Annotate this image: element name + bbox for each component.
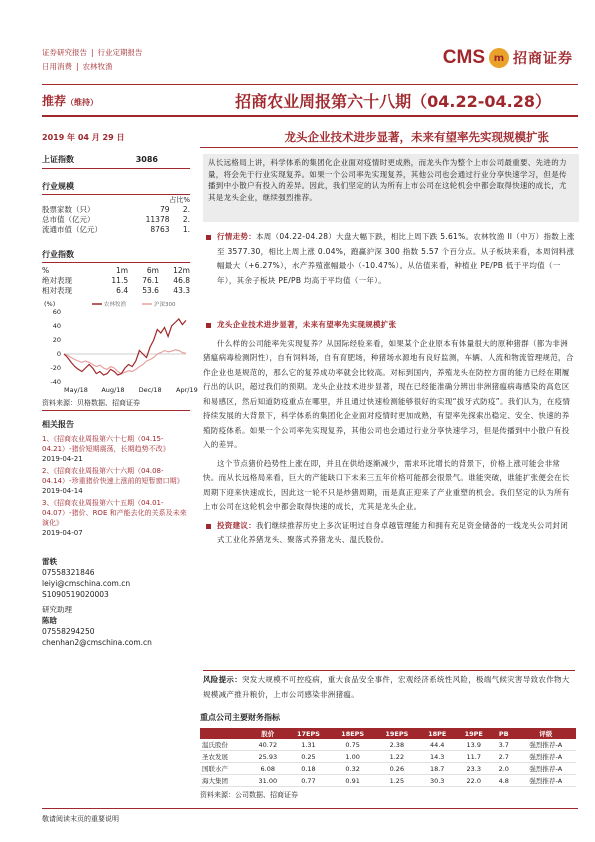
chart-source: 资料来源：贝格数据、招商证券 — [42, 398, 190, 411]
scale-value: 8763 — [150, 225, 170, 234]
key-col-header: 股价 — [249, 728, 286, 739]
x-tick-label: Aug/18 — [101, 386, 125, 394]
risk-text: 突发大规模不可控疫病，重大食品安全事件，宏观经济系统性风险，极端气候灾害导致农作物大规模减产推升粮价，上市公司感染非洲猪瘟。 — [203, 675, 570, 699]
assistant-name: 陈晗 — [42, 616, 57, 625]
report-date: 2019 年 04 月 29 日 — [42, 133, 125, 142]
table-row — [42, 225, 190, 235]
key-cell: 3.7 — [492, 739, 516, 751]
logo-mark-icon: m — [489, 48, 509, 68]
index-cell: 76.1 — [142, 276, 159, 285]
key-cell: 强烈推荐-A — [516, 775, 576, 787]
index-cell: 绝对表现 — [42, 276, 72, 285]
header-link-sector[interactable]: 日用消费 — [42, 62, 72, 71]
header-link-industry[interactable]: 农林牧渔 — [82, 62, 113, 71]
key-cell: 海大集团 — [200, 775, 249, 787]
series-line — [64, 319, 186, 375]
key-cell: 圣农发展 — [200, 751, 249, 763]
key-cell: 0.32 — [331, 763, 375, 775]
scale-label: 流通市值（亿元） — [42, 225, 102, 234]
related-title: 3、《招商农业周报第六十五期（04.01-04.07）-猪价、ROE 和产能去化的关系及未来演化》 — [42, 499, 187, 527]
related-date: 2019-04-14 — [42, 487, 83, 495]
y-tick-label: -40 — [50, 378, 61, 386]
y-tick-label: 40 — [52, 322, 61, 330]
key-cell: 强烈推荐-A — [516, 739, 576, 751]
market-section — [203, 230, 575, 288]
key-cell: 14.3 — [419, 751, 456, 763]
index-col-header: 12m — [173, 266, 190, 275]
report-subtitle: 龙头企业技术进步显著，未来有望率先实现规模扩张 — [284, 130, 549, 144]
key-cell: 40.72 — [249, 739, 286, 751]
key-col-header: 评级 — [516, 728, 576, 739]
analyst-phone: 07558321846 — [42, 568, 95, 577]
risk-section — [203, 670, 575, 702]
industry-scale-table — [42, 205, 190, 235]
header-links — [42, 46, 143, 74]
series-line — [64, 350, 186, 374]
advice — [203, 519, 575, 548]
key-cell: 18.7 — [419, 763, 456, 775]
assistant-phone: 07558294250 — [42, 627, 95, 636]
header-link-report-kind[interactable]: 行业定期报告 — [97, 48, 143, 57]
list-item — [42, 466, 190, 496]
left-column — [42, 154, 198, 648]
key-table-heading: 重点公司主要财务指标 — [200, 713, 280, 722]
risk-label: 风险提示： — [203, 675, 242, 684]
scale-value: 11378 — [145, 215, 170, 224]
industry-scale-col-header: 占比% — [169, 196, 190, 204]
key-cell: 1.00 — [331, 751, 375, 763]
table-row — [200, 751, 576, 763]
index-label: 上证指数 — [42, 155, 74, 164]
analyst-block — [42, 556, 190, 648]
title-divider — [42, 115, 578, 117]
index-cell: 53.6 — [142, 286, 159, 295]
index-cell: 相对表现 — [42, 286, 72, 295]
market-label: 行情走势： — [217, 232, 256, 241]
key-cell: 强烈推荐-A — [516, 751, 576, 763]
key-table-source: 资料来源：公司数据、招商证券 — [200, 791, 298, 799]
key-cell: 30.3 — [419, 775, 456, 787]
scale-value: 79 — [159, 205, 170, 214]
key-col-header: 18PE — [419, 728, 456, 739]
related-heading: 相关报告 — [42, 420, 74, 429]
summary-box: 从长远格局上讲，科学体系的集团化企业面对疫情时更成熟，而龙头作为整个上市公司最重要、先进的力量，将会先于行业实现复养。如果一个公司率先实现复养，其他公司也会通过行业分享快速学习，但是传播到中小散户有投入的差异。因此，我们坚定的认为所有上市公司在这轮机会中都会取得快速的成长，尤其是龙头企业，继续强烈推荐。 — [203, 154, 579, 222]
index-col-header: 1m — [116, 266, 129, 275]
key-cell: 0.91 — [331, 775, 375, 787]
table-row — [200, 775, 576, 787]
table-row — [42, 215, 190, 225]
related-date: 2019-04-21 — [42, 455, 83, 463]
legend-label: 农林牧渔 — [104, 302, 127, 308]
rating — [42, 92, 98, 109]
table-row — [42, 276, 190, 286]
key-cell: 31.00 — [249, 775, 286, 787]
scale-label: 总市值（亿元） — [42, 215, 95, 224]
key-cell: 25.93 — [249, 751, 286, 763]
market-text: 本周（04.22-04.28）大盘大幅下跌，相比上周下跌 5.61%。农林牧渔 II（中万）指数上涨至 3577.30，相比上周上涨 0.04%，跑赢沪深 300 指数 5.57 个百分点。从子板块来看，本周饲料涨幅最大（+6.27%），水产养殖涨幅最小（-10.47%）。从估值来看，种植业 PE/PB 低于平均值（一年），其余子板块 PE/PB 均高于平均值（一年）。 — [217, 232, 575, 285]
footer-note: 敬请阅读末页的重要说明 — [42, 815, 119, 823]
market-bullet — [203, 230, 575, 288]
key-cell: 0.18 — [286, 763, 330, 775]
top-divider — [42, 84, 578, 85]
key-cell: 强烈推荐-A — [516, 763, 576, 775]
index-cell: 46.8 — [173, 276, 190, 285]
key-cell: 2.7 — [492, 751, 516, 763]
key-cell: 0.25 — [286, 751, 330, 763]
key-cell: 1.22 — [375, 751, 419, 763]
y-tick-label: 20 — [52, 336, 61, 344]
logo-latin: CMS — [442, 47, 485, 68]
key-cell: 国联水产 — [200, 763, 249, 775]
index-value: 3086 — [135, 155, 158, 164]
scale-label: 股票家数（只） — [42, 205, 95, 214]
x-tick-label: Dec/18 — [138, 386, 162, 394]
report-title: 招商农业周报第六十八期（04.22-04.28） — [235, 92, 551, 111]
scale-pct: 2. — [182, 215, 190, 224]
analyst-cert: S1090519020003 — [42, 590, 109, 599]
subtitle-divider — [200, 147, 578, 148]
header-links-row1: 证券研究报告 | 行业定期报告 — [42, 46, 143, 60]
table-row — [42, 205, 190, 215]
index-row — [42, 154, 190, 169]
section2 — [203, 318, 575, 548]
index-cell: 6.4 — [116, 286, 129, 295]
legend-label: 沪深300 — [154, 302, 176, 308]
logo-chinese: 招商证券 — [513, 51, 573, 67]
x-tick-label: May/18 — [64, 386, 88, 394]
assistant-email[interactable]: chenhan2@cmschina.com.cn — [42, 638, 152, 647]
analyst-name: 雷轶 — [42, 557, 57, 566]
para2: 这个节点猪价趋势性上涨在即，并且在供给逐渐减少，需求环比增长的背景下，价格上涨可能会非常快。而从长远格局来看，巨大的产能缺口下未来三五年价格可能都会很景气。谁能突破，谁能扩张便会在长周期下迎来快速成长，因此这一轮不只是炒猪周期，而是真正迎来了产业重塑的机会。我们坚定的认为所有上市公司在这轮机会中都会取得快速的成长，尤其是龙头企业。 — [203, 458, 570, 511]
scale-pct: 2. — [182, 205, 190, 214]
key-col-header: PB — [492, 728, 516, 739]
rating-label: 推荐 — [42, 94, 67, 108]
advice-label: 投资建议： — [217, 520, 256, 530]
header-links-row2: 日用消费 | 农林牧渔 — [42, 60, 143, 74]
industry-index-table — [42, 266, 190, 296]
related-title: 1、《招商农业周报第六十七期（04.15-04.21）-猪价短期震荡，长期趋势不改》 — [42, 435, 170, 453]
company-logo — [443, 46, 573, 70]
key-col-header: 18EPS — [331, 728, 375, 739]
related-list — [42, 434, 190, 538]
key-cell: 23.3 — [455, 763, 492, 775]
related-date: 2019-04-07 — [42, 529, 83, 537]
key-col-header: 19PE — [455, 728, 492, 739]
y-tick-label: -20 — [50, 364, 61, 372]
advice-text: 我们继续推荐历史上多次证明过自身卓越管理能力和拥有充足资金储备的一线龙头公司封闭式工业化养猪龙头、聚落式养猪龙头、温氏股份。 — [217, 520, 568, 544]
key-company-table — [200, 728, 576, 787]
para1: 什么样的公司能率先实现复养？从国际经验来看，如果某个企业原本有体量很大的原种猪群（都为非洲猪瘟病毒检测阴性），自有饲料场，自有育肥场，种猪场水源地有良好监测，车辆、人流和物流管理规范，合作企业也是规范的，那么它的复养成功率就会比较高。对标到国内，养殖龙头在防控方面的能力已经在期履行出的认识，超过我们的预期。龙头企业技术进步显著，现在已经能准确分辨出非洲猪瘟病毒感染的高危区和易感区，然后知道防疫重点在哪里，并且通过快速检测能够很好的实现“拔牙式防疫”。我们认为，在疫情持续发展的大背景下，科学体系的集团化企业面对疫情时更加成熟，有望率先探索出稳定、安全、快速的养殖防疫体系。如果一个公司率先实现复养，其他公司也会通过行业分享快速学习，但是传播到中小散户有投入的差异。 — [203, 338, 574, 449]
x-tick-label: Apr/19 — [176, 386, 198, 394]
key-col-header: 19EPS — [375, 728, 419, 739]
key-cell: 2.38 — [375, 739, 419, 751]
key-cell: 4.8 — [492, 775, 516, 787]
index-cell: 43.3 — [173, 286, 190, 295]
performance-chart — [42, 298, 198, 398]
key-cell: 0.75 — [331, 739, 375, 751]
key-cell: 2.0 — [492, 763, 516, 775]
scale-pct: 1. — [182, 225, 190, 234]
header-link-report-type[interactable]: 证券研究报告 — [42, 48, 87, 57]
related-title: 2、《招商农业周报第六十六期（04.08-04.14）-珍重猪价快速上涨前的短暂窗口期》 — [42, 467, 184, 485]
assistant-role: 研究助理 — [42, 605, 72, 614]
key-col-header — [200, 728, 249, 739]
list-item — [42, 498, 190, 538]
key-col-header: 17EPS — [286, 728, 330, 739]
y-tick-label: 60 — [52, 308, 61, 316]
rating-sub: （维持） — [66, 98, 99, 107]
key-cell: 温氏股份 — [200, 739, 249, 751]
table-row — [200, 763, 576, 775]
section2-heading: 龙头企业技术进步显著，未来有望率先实现规模扩张 — [203, 318, 575, 333]
key-cell: 11.7 — [455, 751, 492, 763]
key-cell: 1.31 — [286, 739, 330, 751]
key-cell: 13.9 — [455, 739, 492, 751]
y-tick-label: 0 — [56, 350, 61, 358]
key-cell: 22.0 — [455, 775, 492, 787]
list-item — [42, 434, 190, 464]
table-row — [200, 739, 576, 751]
key-cell: 1.25 — [375, 775, 419, 787]
key-cell: 0.26 — [375, 763, 419, 775]
table-row — [42, 286, 190, 296]
key-cell: 6.08 — [249, 763, 286, 775]
industry-index-heading: 行业指数 — [42, 249, 190, 263]
key-cell: 44.4 — [419, 739, 456, 751]
key-cell: 0.77 — [286, 775, 330, 787]
index-col-header: 6m — [146, 266, 159, 275]
index-cell: 11.5 — [111, 276, 129, 285]
analyst-email[interactable]: leiyi@cmschina.com.cn — [42, 579, 131, 588]
industry-scale-heading: 行业规模 — [42, 181, 190, 195]
footer-divider — [42, 808, 578, 809]
index-col-header: % — [42, 266, 50, 275]
chart-ylabel: (%) — [44, 300, 56, 308]
